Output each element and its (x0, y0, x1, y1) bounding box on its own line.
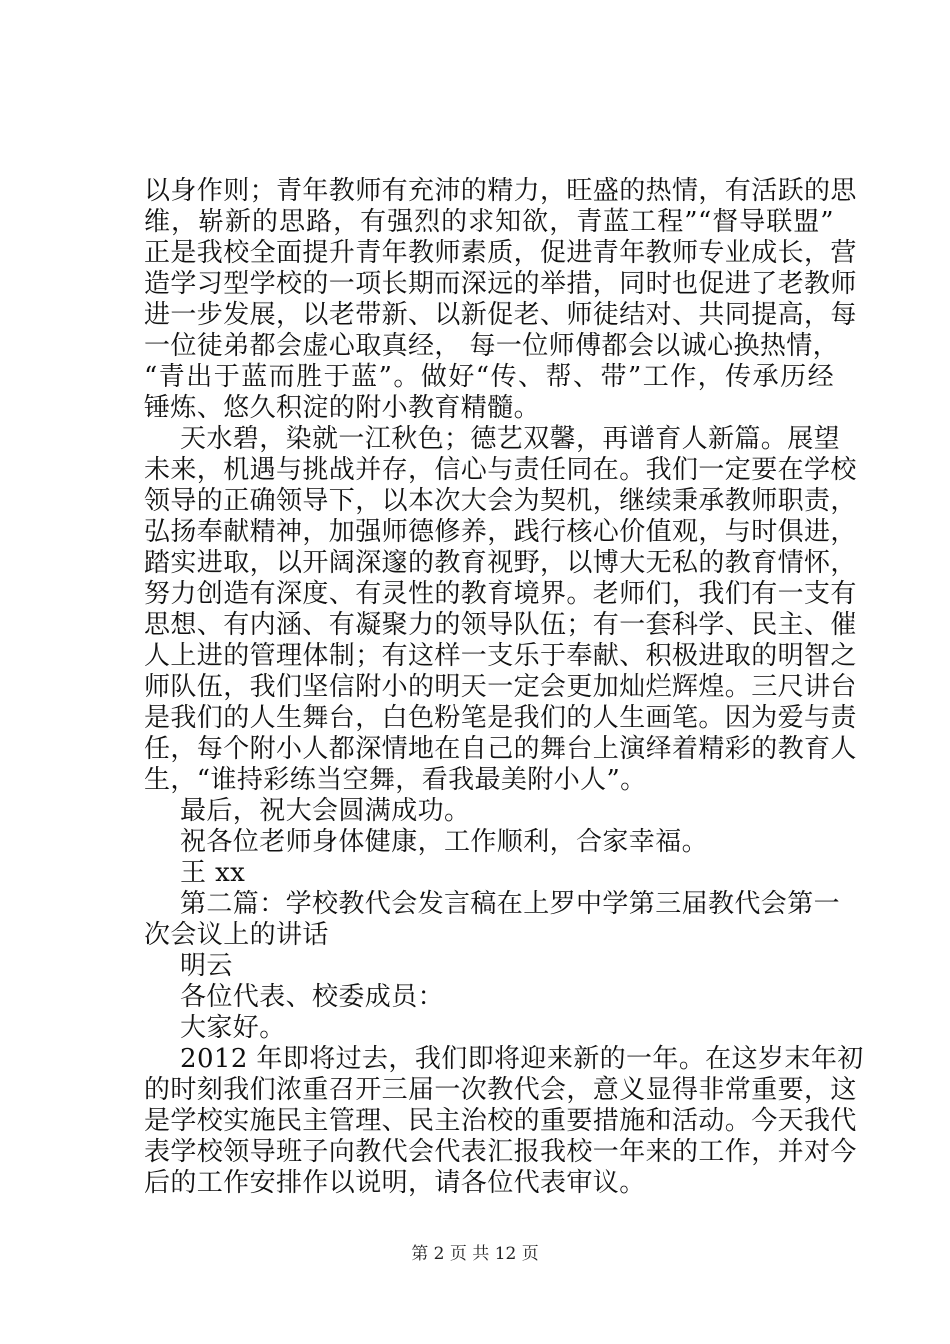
section-heading-line: 第二篇：学校教代会发言稿在上罗中学第三届教代会第一 (180, 889, 841, 919)
text-line: 未来，机遇与挑战并存，信心与责任同在。我们一定要在学校 (144, 455, 857, 485)
text-line: 弘扬奉献精神，加强师德修养，践行核心价值观，与时俱进， (144, 517, 857, 547)
text-line: 表学校领导班子向教代会代表汇报我校一年来的工作，并对今 (144, 1137, 857, 1167)
text-line: 生，“谁持彩练当空舞，看我最美附小人”。 (144, 765, 647, 795)
salutation: 各位代表、校委成员： (180, 982, 445, 1012)
text-line: 努力创造有深度、有灵性的教育境界。老师们，我们有一支有 (144, 579, 857, 609)
text-line: 是我们的人生舞台，白色粉笔是我们的人生画笔。因为爱与责 (144, 703, 857, 733)
text-line: 踏实进取，以开阔深邃的教育视野，以博大无私的教育情怀， (144, 548, 857, 578)
text-line: 造学习型学校的一项长期而深远的举措，同时也促进了老教师 (144, 269, 857, 299)
author-signature: 王 xx (180, 858, 246, 888)
closing-wish-line: 祝各位老师身体健康，工作顺利，合家幸福。 (180, 827, 709, 857)
paragraph-start-line: 天水碧，染就一江秋色；德艺双馨，再谱育人新篇。展望 (180, 424, 841, 454)
text-line: 领导的正确领导下，以本次大会为契机，继续秉承教师职责， (144, 486, 857, 516)
text-line: 的时刻我们浓重召开三届一次教代会，意义显得非常重要，这 (144, 1075, 857, 1105)
text-line: 后的工作安排作以说明，请各位代表审议。 (144, 1168, 646, 1198)
speaker-name: 明云 (180, 951, 233, 981)
text-line: 进一步发展，以老带新、以新促老、师徒结对、共同提高，每 (144, 300, 857, 330)
text-line: 人上进的管理体制；有这样一支乐于奉献、积极进取的明智之 (144, 641, 857, 671)
text-line: 锤炼、悠久积淀的附小教育精髓。 (144, 393, 541, 423)
text-line: 是学校实施民主管理、民主治校的重要措施和活动。今天我代 (144, 1106, 857, 1136)
greeting: 大家好。 (180, 1013, 286, 1043)
text-line: 维，崭新的思路，有强烈的求知欲，青蓝工程”“督导联盟” (144, 207, 834, 237)
text-line: 以身作则；青年教师有充沛的精力，旺盛的热情，有活跃的思 (144, 176, 857, 206)
text-line: 一位徒弟都会虚心取真经， 每一位师傅都会以诚心换热情， (144, 331, 840, 361)
text-line: 任，每个附小人都深情地在自己的舞台上演绎着精彩的教育人 (144, 734, 857, 764)
section-heading-line: 次会议上的讲话 (144, 920, 329, 950)
text-line: 正是我校全面提升青年教师素质，促进青年教师专业成长，营 (144, 238, 857, 268)
page-number-footer: 第 2 页 共 12 页 (411, 1244, 539, 1264)
paragraph-start-line: 2012 年即将过去，我们即将迎来新的一年。在这岁末年初 (180, 1044, 864, 1074)
text-line: 师队伍，我们坚信附小的明天一定会更加灿烂辉煌。三尺讲台 (144, 672, 857, 702)
text-line: 思想、有内涵、有凝聚力的领导队伍；有一套科学、民主、催 (144, 610, 857, 640)
text-line: “青出于蓝而胜于蓝”。做好“传、帮、带”工作，传承历经 (144, 362, 834, 392)
closing-line: 最后，祝大会圆满成功。 (180, 796, 471, 826)
